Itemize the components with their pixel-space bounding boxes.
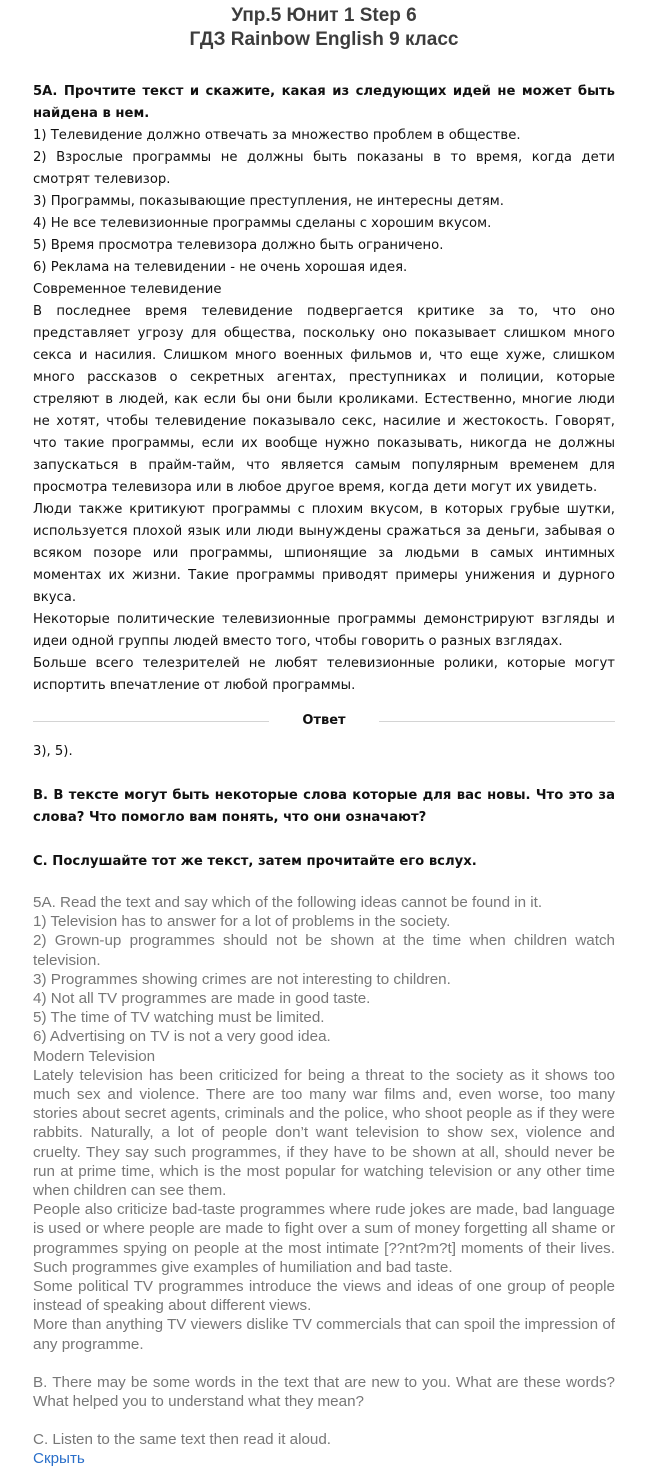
- en-paragraph-1: Lately television has been criticized for being a threat to the society as it shows too much sex and violence. There are too many war films and, even worse, too many stories about secret agents, criminals and the police, who shoot people as if they were rabbits. Naturally, a lot of people don’t want television to show sex, violence and cruelty. They say such programmes, if they have to be shown at all, should never be run at prime time, which is the most popular for watching television or any other time when children can see them.: [33, 1066, 615, 1200]
- ru-paragraph-1: В последнее время телевидение подвергается критике за то, что оно представляет угрозу для общества, поскольку оно показывает слишком много секса и насилия. Слишком много военных фильмов и, что еще хуже, слишком много рассказов о секретных агентах, преступниках и полиции, которые стреляют в людей, как если бы они были кроликами. Естественно, многие люди не хотят, чтобы телевидение показывало секс, насилие и жестокость. Говорят, что такие программы, если их вообще нужно показывать, никогда не должны запускаться в прайм-тайм, что является самым популярным временем для просмотра телевизора или в любое другое время, когда дети могут их увидеть.: [33, 304, 615, 495]
- en-paragraph-2: People also criticize bad-taste programmes where rude jokes are made, bad language is used or where people are made to fight over a sum of money forgetting all shame or programmes spying on people at the most intimate [??nt?m?t] moments of their lives. Such programmes give examples of humiliation and bad taste.: [33, 1201, 615, 1276]
- ru-text-title: Современное телевидение: [33, 282, 222, 297]
- en-task-c: C. Listen to the same text then read it aloud.: [33, 1431, 332, 1449]
- ru-paragraph-3: Некоторые политические телевизионные программы демонстрируют взгляды и идеи одной группы людей вместо того, чтобы говорить о разных взглядах.: [33, 612, 615, 649]
- russian-section: [33, 81, 615, 873]
- ru-paragraph-4: Больше всего телезрителей не любят телевизионные ролики, которые могут испортить впечатление от любой программы.: [33, 656, 615, 693]
- en-task-b: B. There may be some words in the text that are new to you. What are these words? What helped you to understand what they mean?: [33, 1373, 615, 1411]
- english-section: [33, 893, 615, 1469]
- ru-line-3: 3) Программы, показывающие преступления, не интересны детям.: [33, 194, 504, 209]
- task-b-heading: B. В тексте могут быть некоторые слова которые для вас новы. Что это за слова? Что помогло вам понять, что они означают?: [33, 788, 615, 825]
- title-line-1: Упр.5 Юнит 1 Step 6: [231, 5, 417, 26]
- en-line-6: 6) Advertising on TV is not a very good idea.: [33, 1028, 331, 1046]
- ru-line-2: 2) Взрослые программы не должны быть показаны в то время, когда дети смотрят телевизор.: [33, 150, 615, 187]
- ru-line-4: 4) Не все телевизионные программы сделаны с хорошим вкусом.: [33, 216, 492, 231]
- en-text-title: Modern Television: [33, 1047, 156, 1065]
- en-task-a: 5A. Read the text and say which of the following ideas cannot be found in it.: [33, 894, 543, 911]
- answer-text: 3), 5).: [33, 744, 73, 759]
- page-title: [33, 4, 615, 52]
- page-content: [33, 4, 615, 1469]
- ru-line-1: 1) Телевидение должно отвечать за множество проблем в обществе.: [33, 128, 521, 143]
- title-line-2: ГДЗ Rainbow English 9 класс: [189, 29, 459, 50]
- answer-label: Ответ: [302, 713, 346, 728]
- en-paragraph-3: Some political TV programmes introduce the views and ideas of one group of people instead of speaking about different views.: [33, 1278, 615, 1315]
- ru-paragraph-2: Люди также критикуют программы с плохим вкусом, в которых грубые шутки, используется плохой язык или люди вынуждены сражаться за деньги, забывая о всяком позоре или программы, шпионящие за людьми в самых интимных моментах их жизни. Такие программы приводят примеры унижения и дурного вкуса.: [33, 502, 615, 605]
- en-line-3: 3) Programmes showing crimes are not interesting to children.: [33, 970, 451, 988]
- en-line-4: 4) Not all TV programmes are made in good taste.: [33, 990, 371, 1008]
- en-line-5: 5) The time of TV watching must be limited.: [33, 1009, 325, 1027]
- divider-line-right: [379, 721, 615, 722]
- en-line-1: 1) Television has to answer for a lot of problems in the society.: [33, 913, 451, 931]
- task-a-heading: 5А. Прочтите текст и скажите, какая из следующих идей не может быть найдена в нем.: [33, 84, 615, 121]
- answer-divider: [33, 710, 615, 732]
- en-line-2: 2) Grown-up programmes should not be shown at the time when children watch television.: [33, 932, 615, 969]
- task-c-heading: C. Послушайте тот же текст, затем прочитайте его вслух.: [33, 854, 477, 869]
- en-paragraph-4: More than anything TV viewers dislike TV commercials that can spoil the impression of any programme.: [33, 1316, 615, 1353]
- ru-line-5: 5) Время просмотра телевизора должно быть ограничено.: [33, 238, 444, 253]
- ru-line-6: 6) Реклама на телевидении - не очень хорошая идея.: [33, 260, 408, 275]
- hide-link[interactable]: Скрыть: [33, 1450, 85, 1468]
